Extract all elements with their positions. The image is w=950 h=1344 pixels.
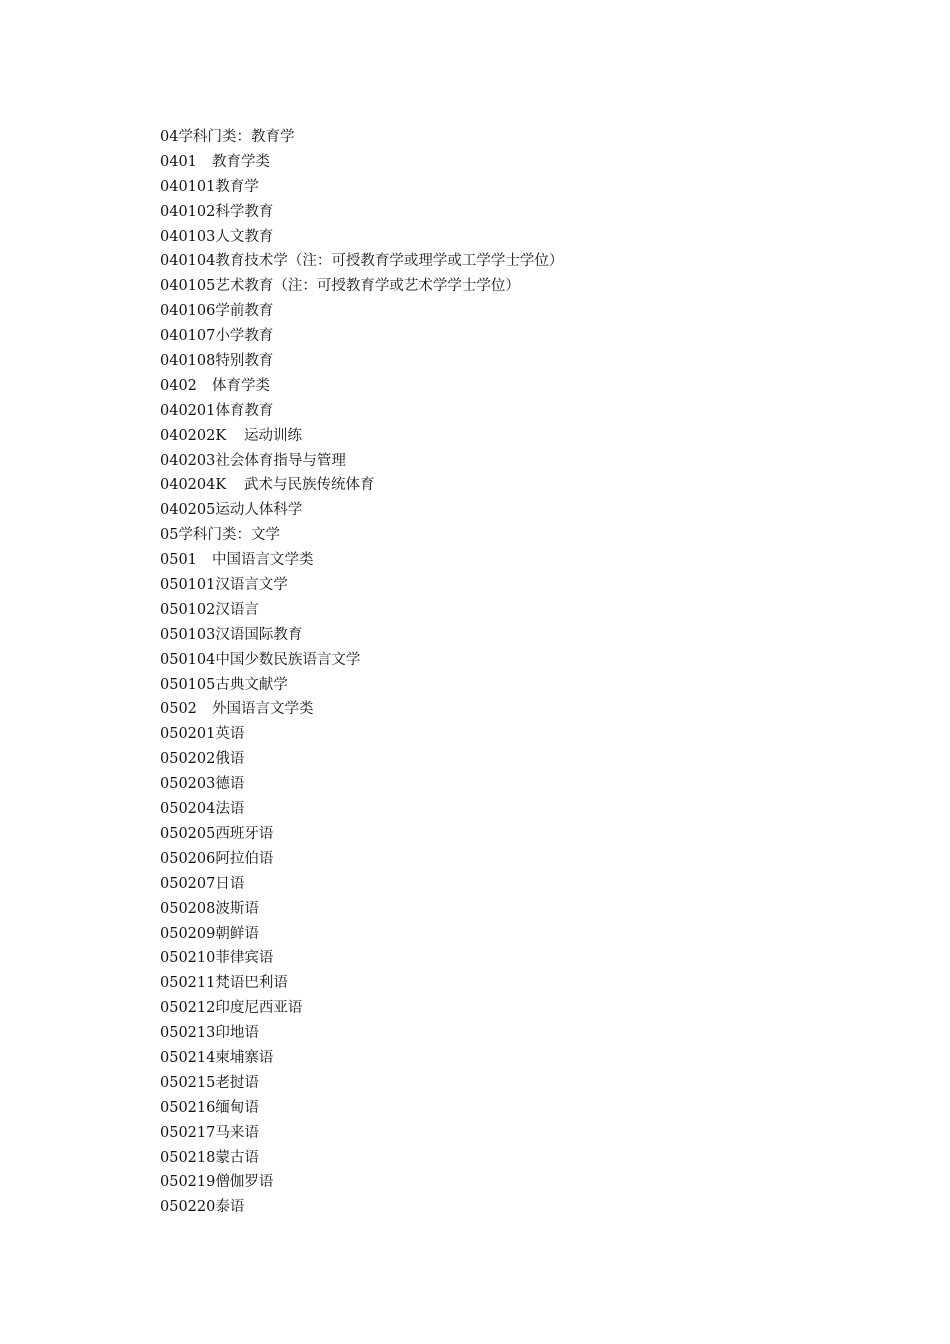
program-code: 050220 [160,1199,216,1216]
program-code: 050105 [160,676,216,693]
program-code: 050101 [160,577,216,594]
program-name: 中国语言文学类 [212,552,314,569]
program-line [160,1195,880,1220]
program-name: 马来语 [215,1124,259,1141]
program-code: 050205 [160,825,216,842]
program-line [160,200,880,225]
program-line [160,324,880,349]
program-list [160,125,880,1220]
category-line [160,697,880,722]
program-line [160,1071,880,1096]
program-code: 050201 [160,726,216,743]
program-code: 040108 [160,353,216,370]
program-name: 汉语言文学 [215,577,288,594]
program-line [160,1096,880,1121]
program-line [160,225,880,250]
program-name: 泰语 [215,1199,245,1216]
program-name: 日语 [215,875,245,892]
program-name: 法语 [215,801,245,818]
program-line [160,424,880,449]
program-code: 050103 [160,626,216,643]
program-line [160,1146,880,1171]
program-name: 柬埔寨语 [215,1049,274,1066]
category-line [160,150,880,175]
program-line [160,922,880,947]
program-name: 学科门类：教育学 [178,129,295,145]
program-line [160,1170,880,1195]
program-line [160,722,880,747]
program-name: 武术与民族传统体育 [244,477,375,494]
program-code: 050207 [160,875,216,892]
program-line [160,897,880,922]
program-name: 阿拉伯语 [215,850,274,867]
program-line [160,473,880,498]
program-line [160,598,880,623]
program-name: 缅甸语 [215,1099,259,1116]
program-name: 学前教育 [215,303,274,320]
program-name: 艺术教育（注：可授教育学或艺术学学士学位） [215,278,520,295]
program-name: 僧伽罗语 [215,1174,274,1191]
program-line [160,797,880,822]
program-name: 古典文献学 [215,676,288,693]
program-code: 040204K [160,477,227,494]
program-name: 小学教育 [215,328,274,345]
program-name: 教育技术学（注：可授教育学或理学或工学学士学位） [215,253,564,270]
program-name: 汉语国际教育 [215,626,303,643]
program-line [160,996,880,1021]
program-name: 体育学类 [212,377,270,394]
program-name: 朝鲜语 [215,925,259,942]
program-name: 波斯语 [215,900,259,917]
program-code: 050102 [160,601,216,618]
program-name: 教育学类 [212,153,270,170]
program-line [160,772,880,797]
program-code: 050217 [160,1124,216,1141]
program-line [160,623,880,648]
program-code: 040104 [160,253,216,270]
program-line [160,673,880,698]
program-line [160,249,880,274]
program-code: 040201 [160,402,216,419]
program-name: 蒙古语 [215,1149,259,1166]
program-code: 040105 [160,278,216,295]
program-name: 俄语 [215,751,245,768]
program-code: 050210 [160,950,216,967]
program-name: 外国语言文学类 [212,701,314,718]
program-code: 0501 [160,552,197,569]
program-name: 教育学 [215,178,259,195]
program-name: 学科门类：文学 [178,527,280,544]
program-name: 中国少数民族语言文学 [215,651,361,668]
program-code: 040101 [160,178,216,195]
program-name: 特别教育 [215,353,274,370]
program-code: 040202K [160,427,227,444]
program-name: 西班牙语 [215,825,274,842]
program-name: 印地语 [215,1025,259,1042]
discipline-heading [160,125,880,150]
program-code: 0502 [160,701,197,718]
program-code: 040106 [160,303,216,320]
program-code: 050218 [160,1149,216,1166]
program-name: 菲律宾语 [215,950,274,967]
program-name: 英语 [215,726,245,743]
category-line [160,548,880,573]
program-code: 050216 [160,1099,216,1116]
program-line [160,274,880,299]
program-code: 050203 [160,776,216,793]
program-line [160,349,880,374]
program-code: 05 [160,527,179,544]
program-code: 050219 [160,1174,216,1191]
program-code: 040203 [160,452,216,469]
program-code: 050208 [160,900,216,917]
program-line [160,399,880,424]
program-line [160,449,880,474]
program-name: 人文教育 [215,228,274,245]
program-line [160,872,880,897]
discipline-heading [160,523,880,548]
program-code: 050211 [160,975,216,992]
program-line [160,847,880,872]
program-code: 040102 [160,203,216,220]
program-line [160,175,880,200]
program-name: 运动训练 [244,427,302,444]
program-code: 0401 [160,153,197,170]
program-line [160,1121,880,1146]
program-code: 050204 [160,801,216,818]
program-code: 040107 [160,328,216,345]
program-name: 科学教育 [215,203,274,220]
program-code: 050213 [160,1025,216,1042]
program-name: 梵语巴利语 [215,975,288,992]
program-name: 德语 [215,776,245,793]
program-name: 汉语言 [215,601,259,618]
program-name: 体育教育 [215,402,274,419]
program-code: 050202 [160,751,216,768]
program-code: 0402 [160,377,197,394]
program-line [160,946,880,971]
program-name: 运动人体科学 [215,502,303,519]
program-code: 040103 [160,228,216,245]
program-code: 050104 [160,651,216,668]
program-code: 050209 [160,925,216,942]
program-line [160,498,880,523]
program-code: 050212 [160,1000,216,1017]
program-code: 040205 [160,502,216,519]
category-line [160,374,880,399]
program-line [160,299,880,324]
program-line [160,747,880,772]
program-name: 老挝语 [215,1074,259,1091]
program-line [160,1046,880,1071]
program-line [160,822,880,847]
program-line [160,971,880,996]
program-line [160,1021,880,1046]
program-line [160,648,880,673]
program-name: 印度尼西亚语 [215,1000,303,1017]
program-code: 04 [160,129,179,145]
program-line [160,573,880,598]
program-code: 050215 [160,1074,216,1091]
program-code: 050214 [160,1049,216,1066]
program-name: 社会体育指导与管理 [215,452,346,469]
program-code: 050206 [160,850,216,867]
